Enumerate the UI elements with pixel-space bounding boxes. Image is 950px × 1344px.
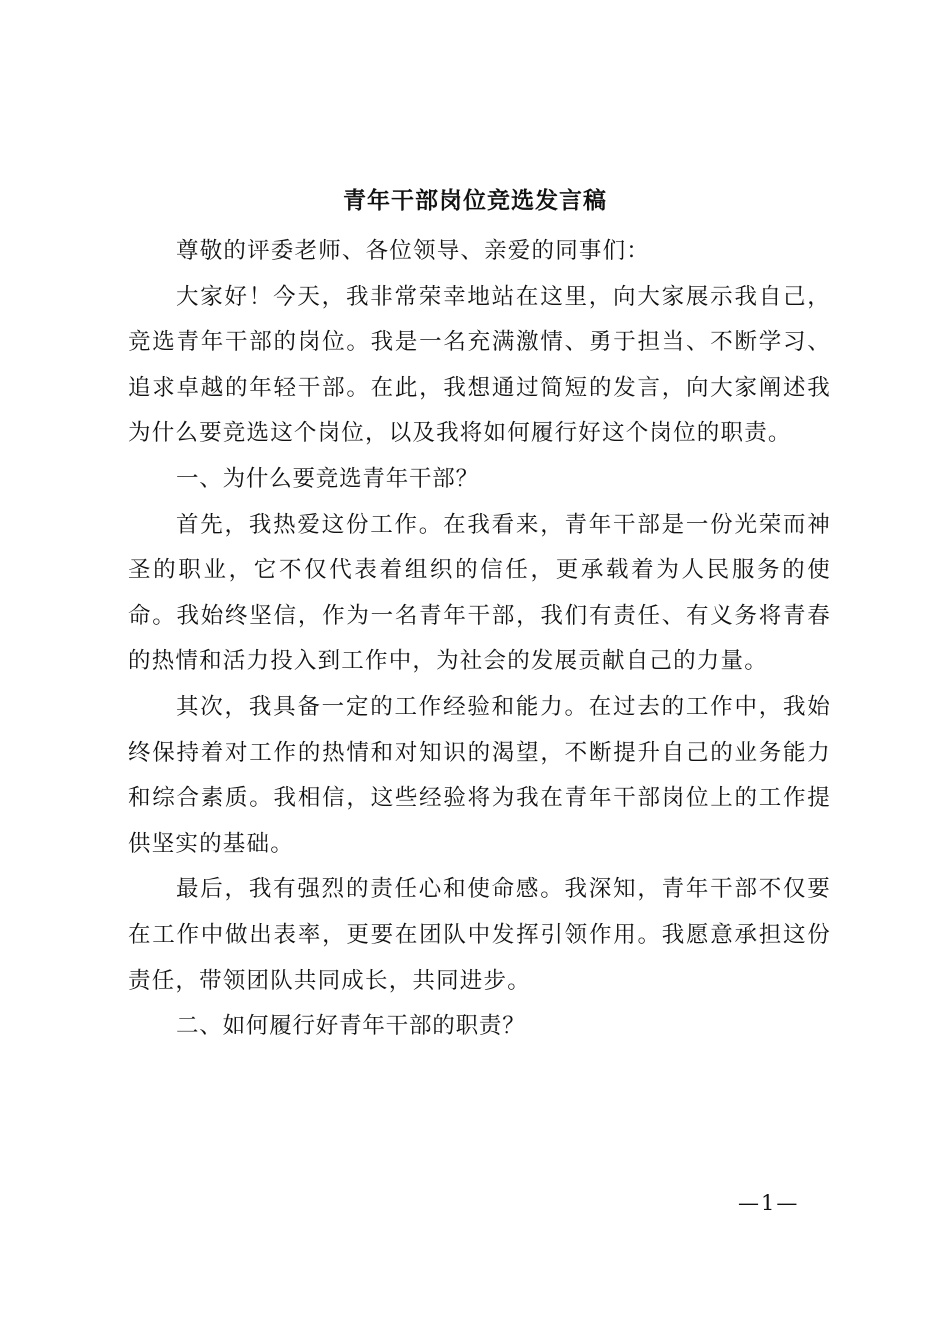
reason-paragraph-2: 其次，我具备一定的工作经验和能力。在过去的工作中，我始终保持着对工作的热情和对知识的渴望，不断提升自己的业务能力和综合素质。我相信，这些经验将为我在青年干部岗位上的工作提供坚实的基础。 [128,693,831,857]
reason-paragraph-1: 首先，我热爱这份工作。在我看来，青年干部是一份光荣而神圣的职业，它不仅代表着组织的信任，更承载着为人民服务的使命。我始终坚信，作为一名青年干部，我们有责任、有义务将青春的热情和活力投入到工作中，为社会的发展贡献自己的力量。 [128,511,831,675]
section-heading-1: 一、为什么要竞选青年干部？ [176,465,479,492]
intro-paragraph: 大家好！今天，我非常荣幸地站在这里，向大家展示我自己，竞选青年干部的岗位。我是一名充满激情、勇于担当、不断学习、追求卓越的年轻干部。在此，我想通过简短的发言，向大家阐述我为什么要竞选这个岗位，以及我将如何履行好这个岗位的职责。 [128,283,831,447]
reason-paragraph-3: 最后，我有强烈的责任心和使命感。我深知，青年干部不仅要在工作中做出表率，更要在团队中发挥引领作用。我愿意承担这份责任，带领团队共同成长，共同进步。 [128,876,831,994]
salutation: 尊敬的评委老师、各位领导、亲爱的同事们： [176,238,651,264]
document-body [128,229,831,1050]
document-title: 青年干部岗位竞选发言稿 [343,187,607,214]
page-number: —1— [738,1191,800,1215]
section-heading-2: 二、如何履行好青年干部的职责？ [176,1013,526,1040]
